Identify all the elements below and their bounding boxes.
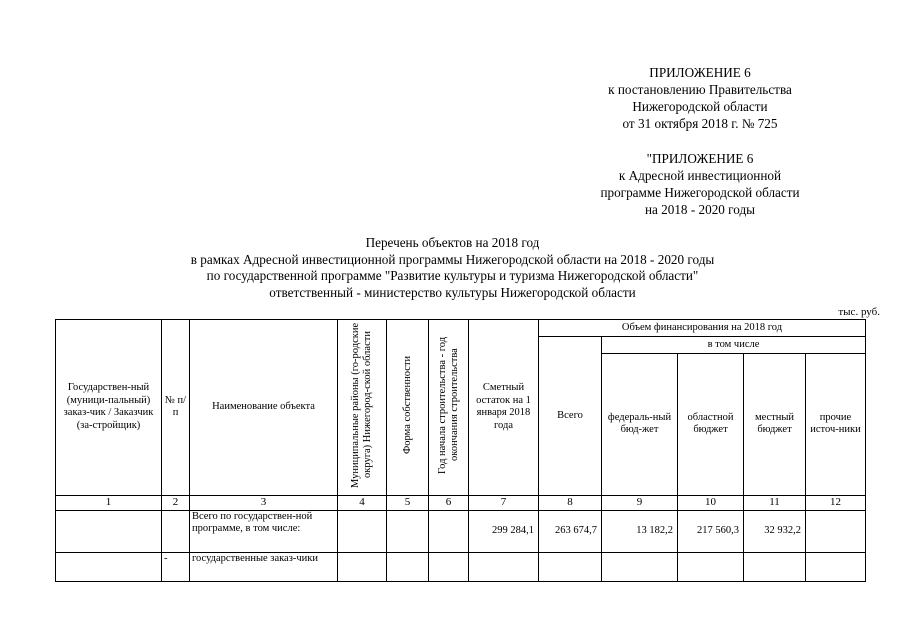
col-number: 2: [162, 495, 190, 510]
title-line: по государственной программе "Развитие культуры и туризма Нижегородской области": [206, 268, 699, 283]
header-ownership: [387, 320, 429, 496]
title-line: ответственный - министерство культуры Нижегородской области: [269, 284, 636, 300]
col-number: 7: [469, 495, 539, 510]
column-numbers-row: [56, 495, 866, 510]
cell-other: [806, 552, 866, 581]
header-total: Всего: [539, 337, 602, 496]
header-ownership-text: Форма собственности: [401, 355, 413, 455]
cell-other: [806, 510, 866, 552]
document-title: [80, 235, 825, 301]
header-local: местный бюджет: [744, 353, 806, 495]
cell-num: [162, 510, 190, 552]
appendix-line: "ПРИЛОЖЕНИЕ 6: [646, 151, 754, 166]
header-federal: федераль-ный бюд-жет: [602, 353, 678, 495]
cell-federal: [602, 552, 678, 581]
cell-regional: 217 560,3: [678, 510, 744, 552]
cell-num: -: [162, 552, 190, 581]
cell-local: 32 932,2: [744, 510, 806, 552]
units-label: тыс. руб.: [838, 306, 880, 318]
table-row: [56, 552, 866, 581]
cell-total: [539, 552, 602, 581]
cell-ownership: [387, 510, 429, 552]
col-number: 3: [190, 495, 338, 510]
col-number: 12: [806, 495, 866, 510]
header-name: Наименование объекта: [190, 320, 338, 496]
cell-name: Всего по государствен-ной программе, в том числе:: [190, 510, 338, 552]
appendix-line: от 31 октября 2018 г. № 725: [622, 116, 778, 131]
header-financing: Объем финансирования на 2018 год: [539, 320, 866, 337]
table-row: [56, 510, 866, 552]
cell-years: [429, 510, 469, 552]
header-district-text: Муниципальные районы (го-родские округа) Нижегород-ской области: [350, 322, 373, 488]
cell-years: [429, 552, 469, 581]
header-including: в том числе: [602, 337, 866, 354]
appendix-line: ПРИЛОЖЕНИЕ 6: [649, 65, 751, 80]
header-regional: областной бюджет: [678, 353, 744, 495]
col-number: 10: [678, 495, 744, 510]
appendix-line: Нижегородской области: [632, 99, 768, 114]
cell-regional: [678, 552, 744, 581]
header-years: [429, 320, 469, 496]
cell-ownership: [387, 552, 429, 581]
cell-customer: [56, 552, 162, 581]
cell-federal: 13 182,2: [602, 510, 678, 552]
header-customer: Государствен-ный (муници-пальный) заказ-чик / Заказчик (за-стройщик): [56, 320, 162, 496]
header-years-text: Год начала строительства - год окончания строительства: [436, 336, 460, 474]
col-number: 5: [387, 495, 429, 510]
appendix-header: [565, 64, 835, 132]
title-line: Перечень объектов на 2018 год: [365, 235, 540, 250]
appendix-line: к постановлению Правительства: [608, 82, 792, 97]
header-remainder: Сметный остаток на 1 января 2018 года: [469, 320, 539, 496]
col-number: 1: [56, 495, 162, 510]
cell-remainder: 299 284,1: [469, 510, 539, 552]
header-num: № п/п: [162, 320, 190, 496]
col-number: 6: [429, 495, 469, 510]
objects-table: [55, 319, 866, 582]
header-other: прочие источ-ники: [806, 353, 866, 495]
cell-name: государственные заказ-чики: [190, 552, 338, 581]
appendix-line: к Адресной инвестиционной: [618, 168, 782, 183]
cell-local: [744, 552, 806, 581]
cell-district: [338, 510, 387, 552]
col-number: 9: [602, 495, 678, 510]
cell-total: 263 674,7: [539, 510, 602, 552]
title-line: в рамках Адресной инвестиционной программы Нижегородской области на 2018 - 2020 годы: [190, 251, 715, 267]
cell-district: [338, 552, 387, 581]
header-district: [338, 320, 387, 496]
appendix-line: программе Нижегородской области: [600, 185, 800, 200]
cell-remainder: [469, 552, 539, 581]
col-number: 11: [744, 495, 806, 510]
col-number: 4: [338, 495, 387, 510]
cell-customer: [56, 510, 162, 552]
col-number: 8: [539, 495, 602, 510]
appendix-line: на 2018 - 2020 годы: [644, 202, 756, 217]
appendix-program-header: [565, 150, 835, 218]
